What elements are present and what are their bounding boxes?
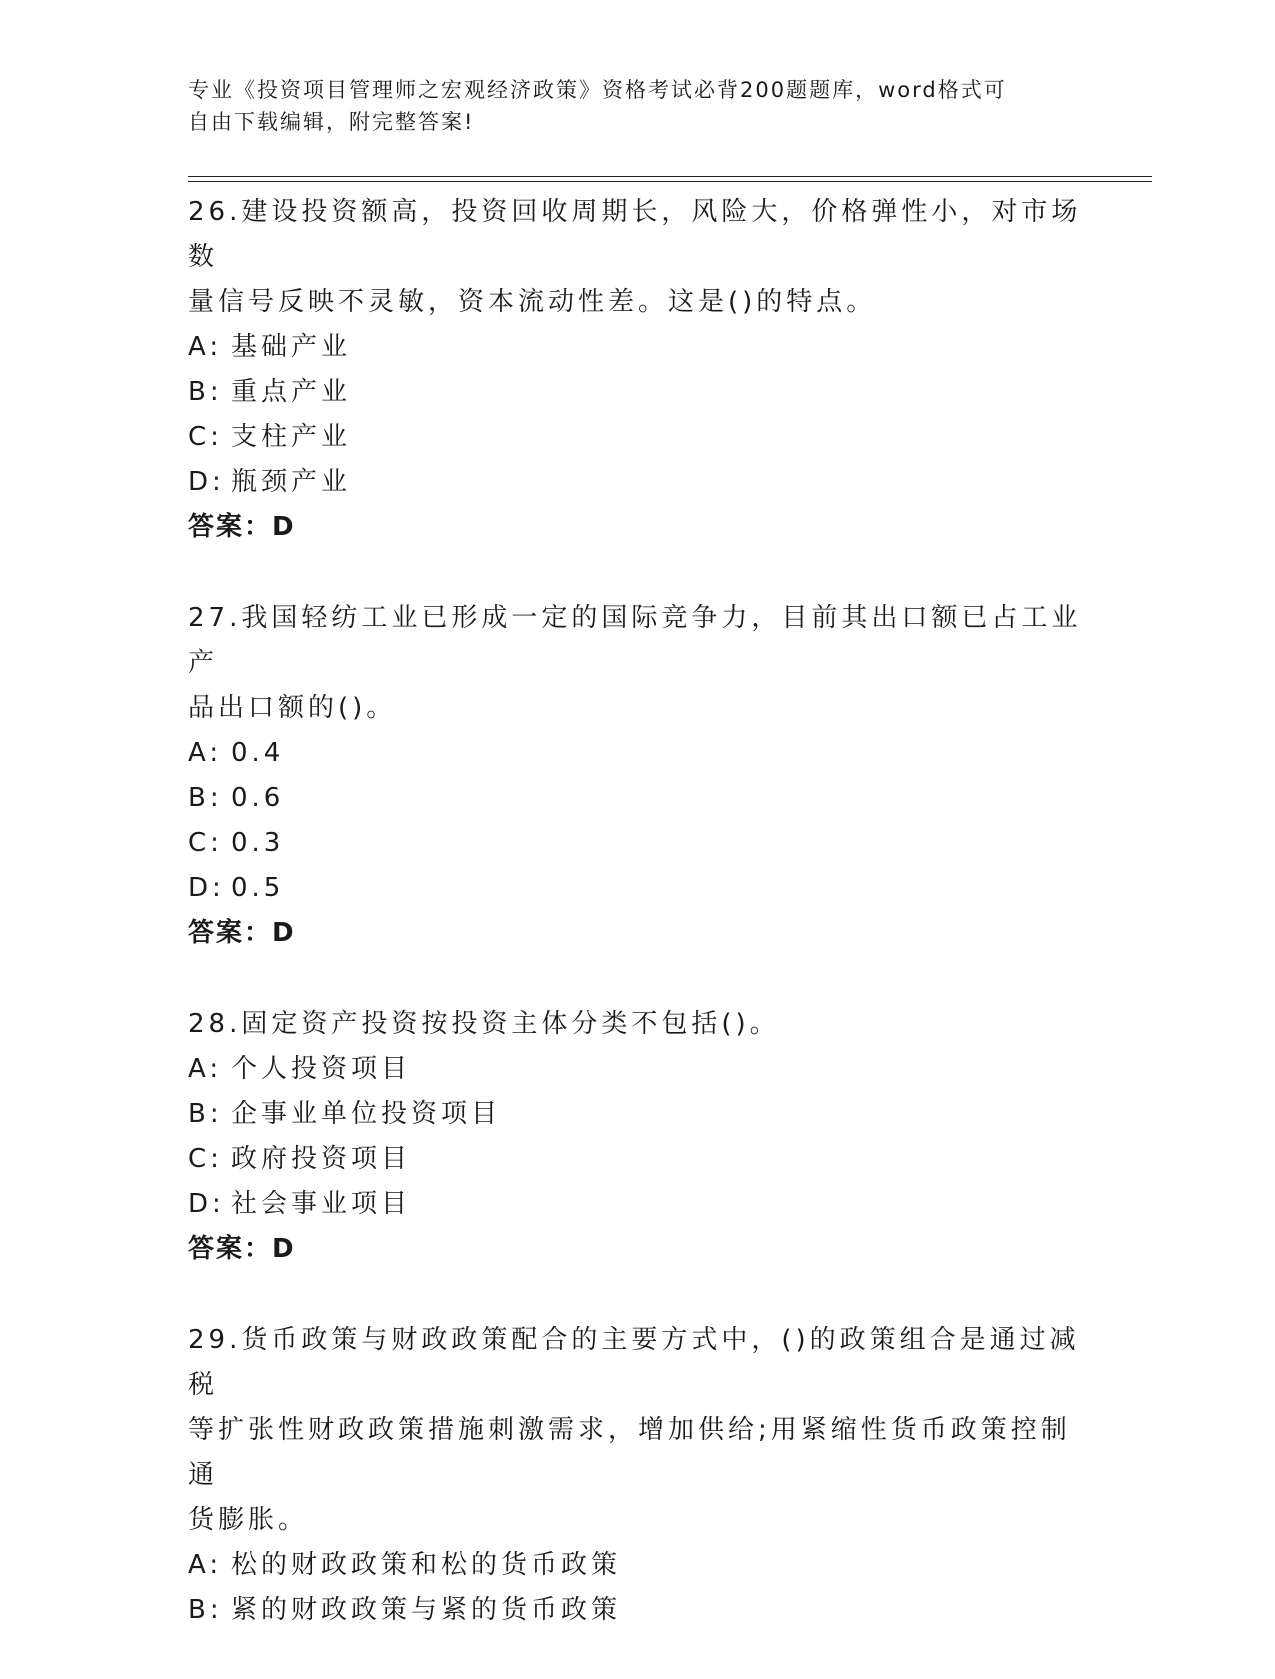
question-stem (188, 1318, 1088, 1543)
option-text: 0.5 (231, 873, 285, 903)
question-29 (188, 1318, 1088, 1633)
option-a (188, 325, 1088, 370)
option-key: B: (188, 1595, 223, 1625)
option-text: 基础产业 (231, 332, 352, 362)
option-text: 0.4 (231, 738, 285, 768)
option-key: B: (188, 783, 223, 813)
question-list (188, 190, 1088, 1679)
header-divider-bottom (188, 181, 1152, 182)
stem-line: 品出口额的()。 (188, 693, 397, 723)
option-text: 重点产业 (231, 377, 352, 407)
option-key: C: (188, 1144, 223, 1174)
question-stem (188, 1002, 1088, 1047)
stem-line: 货膨胀。 (188, 1505, 309, 1535)
option-c (188, 415, 1088, 460)
option-b (188, 1092, 1088, 1137)
question-28 (188, 1002, 1088, 1272)
stem-line: 28.固定资产投资按投资主体分类不包括()。 (188, 1009, 780, 1039)
option-key: D: (188, 1189, 225, 1219)
option-text: 紧的财政政策与紧的货币政策 (231, 1595, 622, 1625)
option-a (188, 1047, 1088, 1092)
question-stem (188, 190, 1088, 325)
option-key: A: (188, 1550, 223, 1580)
stem-line: 27.我国轻纺工业已形成一定的国际竞争力，目前其出口额已占工业产 (188, 603, 1082, 678)
option-c (188, 821, 1088, 866)
option-d (188, 460, 1088, 505)
option-c (188, 1137, 1088, 1182)
option-d (188, 866, 1088, 911)
answer-label: 答案： (188, 512, 273, 542)
option-text: 政府投资项目 (231, 1144, 412, 1174)
option-text: 支柱产业 (231, 422, 352, 452)
question-26 (188, 190, 1088, 550)
answer (188, 505, 1088, 550)
answer-label: 答案： (188, 918, 273, 948)
option-text: 企事业单位投资项目 (231, 1099, 502, 1129)
header-divider-top (188, 176, 1152, 177)
option-key: D: (188, 873, 225, 903)
option-b (188, 776, 1088, 821)
option-key: B: (188, 377, 223, 407)
question-27 (188, 596, 1088, 956)
option-key: A: (188, 738, 223, 768)
option-d (188, 1182, 1088, 1227)
option-text: 0.3 (231, 828, 285, 858)
option-key: A: (188, 332, 223, 362)
option-text: 松的财政政策和松的货币政策 (231, 1550, 622, 1580)
option-text: 个人投资项目 (231, 1054, 412, 1084)
option-text: 社会事业项目 (231, 1189, 412, 1219)
header-line-1: 专业《投资项目管理师之宏观经济政策》资格考试必背200题题库，word格式可 (188, 78, 1007, 102)
stem-line: 量信号反映不灵敏，资本流动性差。这是()的特点。 (188, 287, 877, 317)
stem-line: 等扩张性财政政策措施刺激需求，增加供给;用紧缩性货币政策控制通 (188, 1415, 1071, 1490)
answer (188, 911, 1088, 956)
option-key: C: (188, 422, 223, 452)
option-key: B: (188, 1099, 223, 1129)
option-text: 0.6 (231, 783, 285, 813)
option-b (188, 1588, 1088, 1633)
option-key: A: (188, 1054, 223, 1084)
option-a (188, 731, 1088, 776)
option-key: C: (188, 828, 223, 858)
option-a (188, 1543, 1088, 1588)
option-key: D: (188, 467, 225, 497)
answer (188, 1227, 1088, 1272)
option-b (188, 370, 1088, 415)
header-line-2: 自由下载编辑，附完整答案! (188, 110, 475, 134)
answer-value: D (272, 512, 296, 542)
option-text: 瓶颈产业 (231, 467, 352, 497)
stem-line: 26.建设投资额高，投资回收周期长，风险大，价格弹性小，对市场数 (188, 197, 1082, 272)
question-stem (188, 596, 1088, 731)
answer-label: 答案： (188, 1234, 273, 1264)
answer-value: D (272, 1234, 296, 1264)
document-header (188, 74, 1068, 138)
answer-value: D (272, 918, 296, 948)
stem-line: 29.货币政策与财政政策配合的主要方式中，()的政策组合是通过减税 (188, 1325, 1080, 1400)
